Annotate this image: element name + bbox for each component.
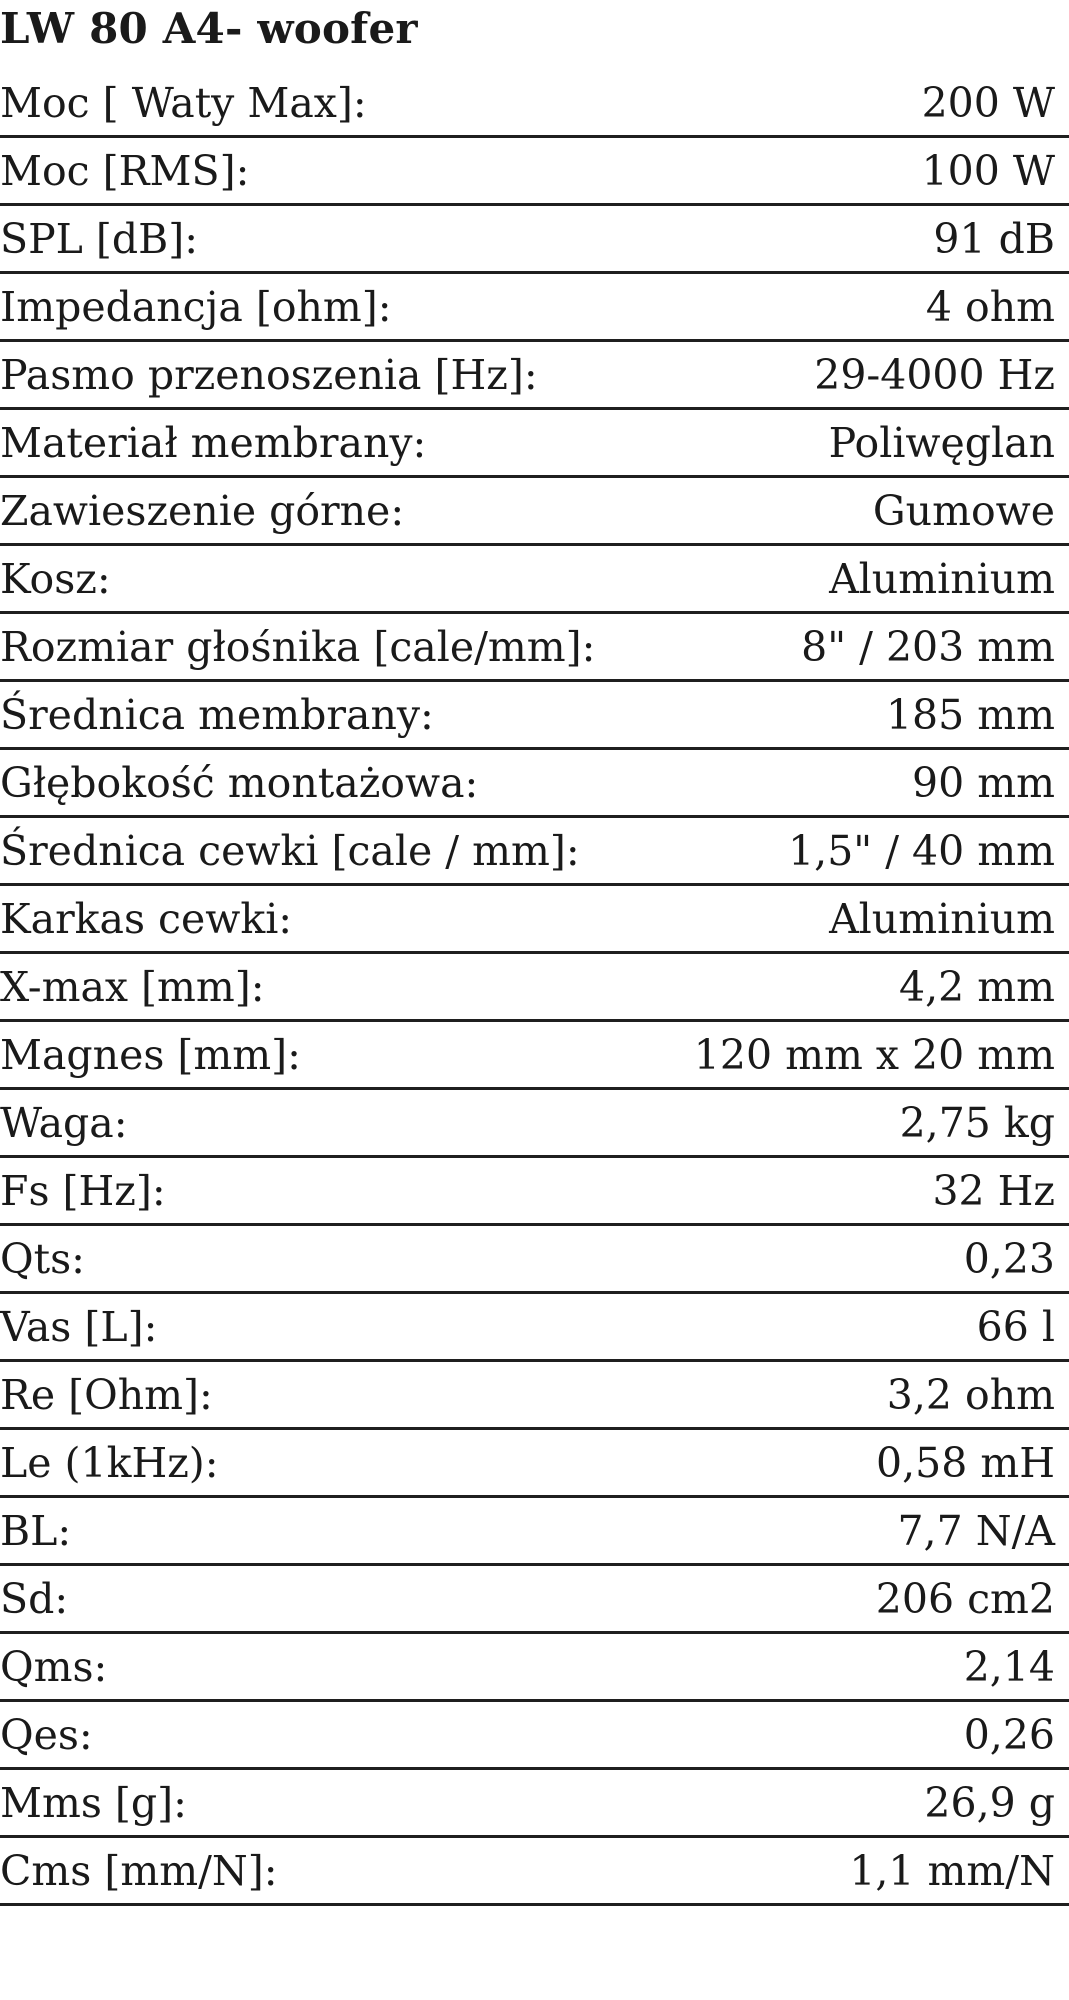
spec-row [0, 1158, 1069, 1226]
spec-value: Aluminium [829, 894, 1055, 943]
spec-value: 7,7 N/A [897, 1506, 1055, 1555]
spec-value: 26,9 g [924, 1778, 1055, 1827]
spec-value: 1,5" / 40 mm [788, 826, 1055, 875]
spec-label: Zawieszenie górne: [0, 486, 405, 535]
spec-label: Karkas cewki: [0, 894, 293, 943]
spec-row [0, 138, 1069, 206]
spec-value: 29-4000 Hz [814, 350, 1055, 399]
spec-label: X-max [mm]: [0, 962, 265, 1011]
spec-row [0, 1770, 1069, 1838]
spec-row [0, 1498, 1069, 1566]
spec-value: 1,1 mm/N [849, 1846, 1055, 1895]
spec-row [0, 750, 1069, 818]
spec-row [0, 954, 1069, 1022]
spec-label: Qms: [0, 1642, 108, 1691]
spec-row [0, 478, 1069, 546]
spec-label: BL: [0, 1506, 72, 1555]
spec-row [0, 546, 1069, 614]
spec-row [0, 886, 1069, 954]
spec-value: Poliwęglan [828, 418, 1055, 467]
spec-label: Kosz: [0, 554, 111, 603]
spec-value: Gumowe [872, 486, 1055, 535]
spec-row [0, 1090, 1069, 1158]
spec-label: Qts: [0, 1234, 85, 1283]
spec-value: 0,58 mH [876, 1438, 1055, 1487]
spec-row [0, 1838, 1069, 1906]
spec-row [0, 342, 1069, 410]
spec-row [0, 70, 1069, 138]
spec-value: 0,26 [963, 1710, 1055, 1759]
spec-label: Waga: [0, 1098, 128, 1147]
spec-value: 206 cm2 [875, 1574, 1055, 1623]
spec-value: 4,2 mm [899, 962, 1055, 1011]
spec-label: Impedancja [ohm]: [0, 282, 392, 331]
spec-value: 91 dB [933, 214, 1055, 263]
spec-row [0, 206, 1069, 274]
spec-label: Rozmiar głośnika [cale/mm]: [0, 622, 596, 671]
spec-value: 200 W [921, 78, 1055, 127]
spec-row [0, 1566, 1069, 1634]
spec-row [0, 1226, 1069, 1294]
spec-label: Mms [g]: [0, 1778, 187, 1827]
spec-value: Aluminium [829, 554, 1055, 603]
spec-row [0, 1022, 1069, 1090]
spec-label: SPL [dB]: [0, 214, 199, 263]
spec-label: Re [Ohm]: [0, 1370, 213, 1419]
spec-value: 8" / 203 mm [801, 622, 1055, 671]
spec-value: 66 l [976, 1302, 1055, 1351]
spec-value: 3,2 ohm [886, 1370, 1055, 1419]
spec-label: Vas [L]: [0, 1302, 158, 1351]
spec-label: Moc [RMS]: [0, 146, 250, 195]
spec-label: Pasmo przenoszenia [Hz]: [0, 350, 538, 399]
spec-row [0, 274, 1069, 342]
spec-value: 32 Hz [932, 1166, 1055, 1215]
spec-label: Magnes [mm]: [0, 1030, 301, 1079]
spec-row [0, 410, 1069, 478]
spec-label: Fs [Hz]: [0, 1166, 166, 1215]
spec-table [0, 70, 1069, 1906]
spec-label: Le (1kHz): [0, 1438, 219, 1487]
spec-row [0, 1430, 1069, 1498]
spec-value: 90 mm [912, 758, 1055, 807]
spec-value: 2,14 [963, 1642, 1055, 1691]
spec-row [0, 614, 1069, 682]
spec-row [0, 1634, 1069, 1702]
spec-row [0, 1362, 1069, 1430]
spec-value: 4 ohm [925, 282, 1055, 331]
spec-value: 0,23 [963, 1234, 1055, 1283]
spec-value: 120 mm x 20 mm [693, 1030, 1055, 1079]
spec-value: 185 mm [885, 690, 1055, 739]
spec-row [0, 1702, 1069, 1770]
spec-label: Głębokość montażowa: [0, 758, 479, 807]
page-title: LW 80 A4- woofer [0, 4, 418, 53]
spec-row [0, 682, 1069, 750]
spec-row [0, 1294, 1069, 1362]
spec-label: Średnica cewki [cale / mm]: [0, 826, 580, 875]
spec-value: 2,75 kg [899, 1098, 1055, 1147]
spec-row [0, 818, 1069, 886]
spec-value: 100 W [921, 146, 1055, 195]
spec-label: Średnica membrany: [0, 690, 434, 739]
spec-label: Cms [mm/N]: [0, 1846, 278, 1895]
spec-label: Sd: [0, 1574, 69, 1623]
spec-label: Materiał membrany: [0, 418, 427, 467]
spec-label: Qes: [0, 1710, 93, 1759]
spec-label: Moc [ Waty Max]: [0, 78, 367, 127]
